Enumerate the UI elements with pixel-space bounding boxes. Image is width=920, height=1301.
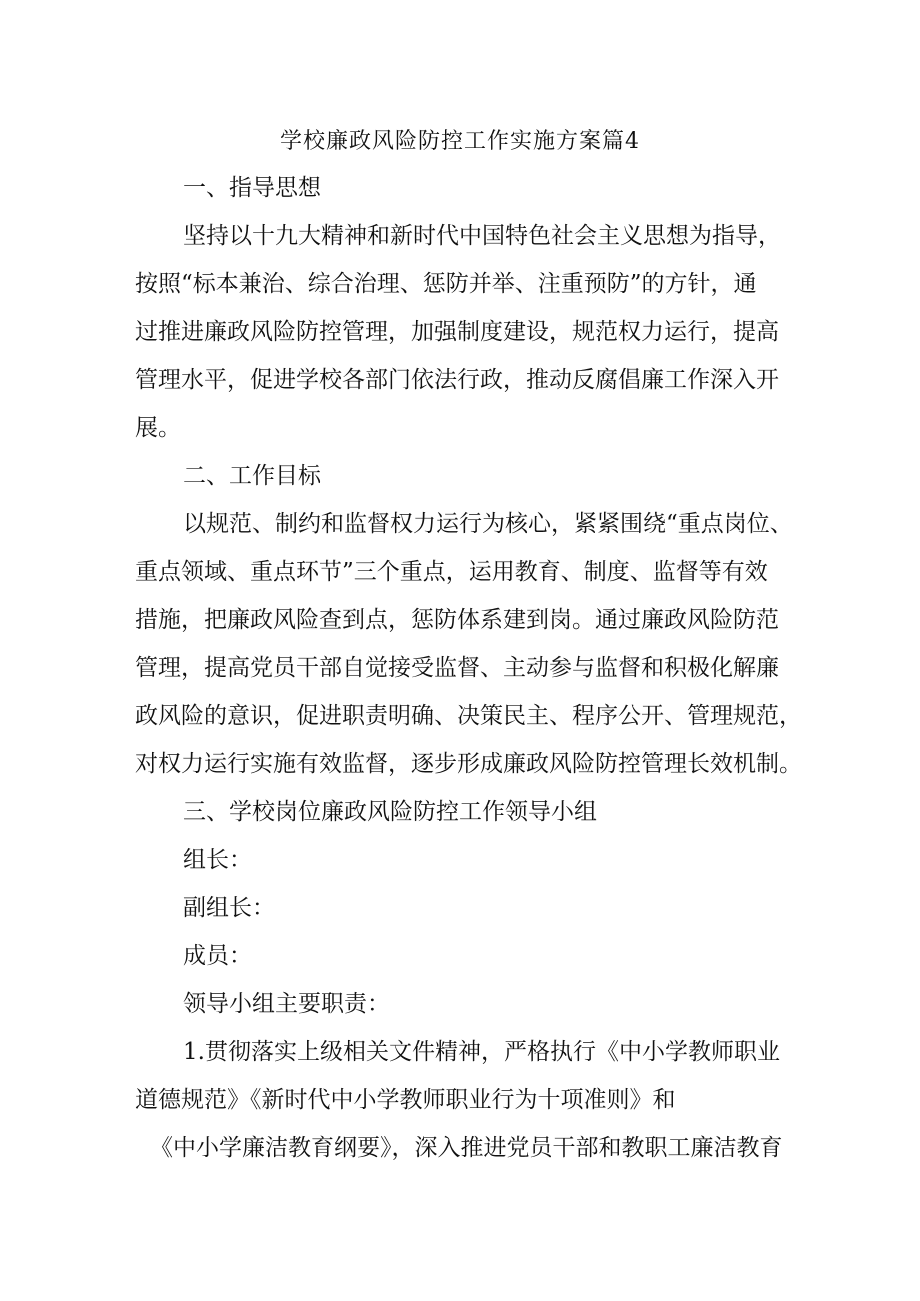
group-leader-label: 组长： (183, 847, 252, 873)
section-heading-1: 一、指导思想 (183, 175, 321, 201)
paragraph-line: 过推进廉政风险防控管理，加强制度建设，规范权力运行，提高 (135, 319, 779, 345)
paragraph-line: 政风险的意识，促进职责明确、决策民主、程序公开、管理规范， (135, 703, 802, 729)
paragraph-line: 以规范、制约和监督权力运行为核心，紧紧围绕“重点岗位、 (183, 511, 793, 537)
paragraph-line: 管理水平，促进学校各部门依法行政，推动反腐倡廉工作深入开 (135, 367, 779, 393)
paragraph-line: 1.贯彻落实上级相关文件精神，严格执行《中小学教师职业 (183, 1039, 780, 1065)
deputy-leader-label: 副组长： (183, 895, 275, 921)
members-label: 成员： (183, 943, 252, 969)
paragraph-line: 展。 (135, 415, 181, 441)
paragraph-line: 重点领域、重点环节”三个重点，运用教育、制度、监督等有效 (135, 559, 768, 585)
paragraph-line: 坚持以十九大精神和新时代中国特色社会主义思想为指导， (183, 223, 781, 249)
paragraph-line: 管理，提高党员干部自觉接受监督、主动参与监督和积极化解廉 (135, 655, 779, 681)
duties-label: 领导小组主要职责： (183, 991, 390, 1017)
paragraph-line: 道德规范》《新时代中小学教师职业行为十项准则》和 (135, 1087, 676, 1113)
section-heading-3: 三、学校岗位廉政风险防控工作领导小组 (183, 799, 597, 825)
paragraph-line: 按照“标本兼治、综合治理、惩防并举、注重预防”的方针，通 (135, 271, 757, 297)
paragraph-line: 《中小学廉洁教育纲要》，深入推进党员干部和教职工廉洁教育 (150, 1135, 783, 1161)
paragraph-line: 对权力运行实施有效监督，逐步形成廉政风险防控管理长效机制。 (135, 751, 802, 777)
section-heading-2: 二、工作目标 (183, 463, 321, 489)
paragraph-line: 措施，把廉政风险查到点，惩防体系建到岗。通过廉政风险防范 (135, 607, 779, 633)
document-title: 学校廉政风险防控工作实施方案篇4 (280, 129, 640, 154)
